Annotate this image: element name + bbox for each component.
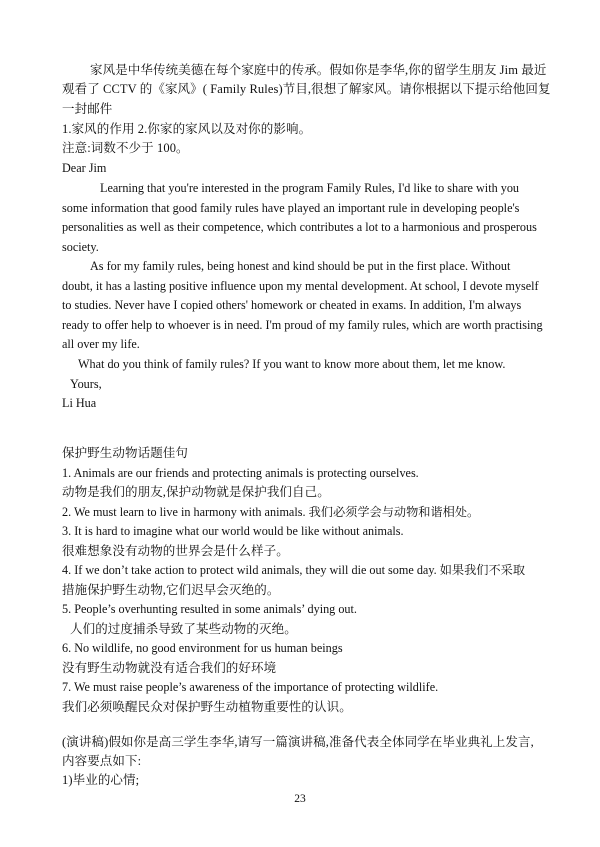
letter-paragraph-line: doubt, it has a lasting positive influence upon my mental development. At school, I devote myself xyxy=(62,279,539,293)
sentence-line: 6. No wildlife, no good environment for us human beings xyxy=(62,641,343,655)
sentence-line: 4. If we don’t take action to protect wild animals, they will die out some day. 如果我们不采取 xyxy=(62,563,526,577)
sentence-line: 5. People’s overhunting resulted in some animals’ dying out. xyxy=(62,602,357,616)
page-number: 23 xyxy=(294,793,306,805)
letter-paragraph-line: to studies. Never have I copied others' homework or cheated in exams. In addition, I'm always xyxy=(62,298,522,312)
letter-paragraph-line: As for my family rules, being honest and kind should be put in the first place. Without xyxy=(90,259,511,273)
prompt-line: 1)毕业的心情; xyxy=(62,773,140,787)
letter-paragraph-line: all over my life. xyxy=(62,337,140,351)
section-heading: 保护野生动物话题佳句 xyxy=(62,446,189,460)
letter-paragraph-line: personalities as well as their competence, which contributes a lot to a harmonious and prosperous xyxy=(62,220,537,234)
prompt-line: 内容要点如下: xyxy=(62,754,142,768)
prompt-line: 一封邮件 xyxy=(62,102,113,116)
sentence-line: 动物是我们的朋友,保护动物就是保护我们自己。 xyxy=(62,485,330,499)
sentence-line: 措施保护野生动物,它们迟早会灭绝的。 xyxy=(62,583,280,597)
prompt-line: (演讲稿)假如你是高三学生李华,请写一篇演讲稿,准备代表全体同学在毕业典礼上发言, xyxy=(62,735,534,749)
letter-signature: Li Hua xyxy=(62,396,97,410)
sentence-line: 2. We must learn to live in harmony with animals. 我们必须学会与动物和谐相处。 xyxy=(62,505,480,519)
prompt-line: 家风是中华传统美德在每个家庭中的传承。假如你是李华,你的留学生朋友 Jim 最近 xyxy=(90,63,547,77)
sentence-line: 1. Animals are our friends and protecting animals is protecting ourselves. xyxy=(62,466,419,480)
prompt-line: 观看了 CCTV 的《家风》( Family Rules)节目,很想了解家风。请你根据以下提示给他回复 xyxy=(62,82,551,96)
letter-closing: Yours, xyxy=(70,377,102,391)
sentence-line: 没有野生动物就没有适合我们的好环境 xyxy=(62,661,277,675)
sentence-line: 人们的过度捕杀导致了某些动物的灭绝。 xyxy=(70,622,297,636)
sentence-line: 7. We must raise people’s awareness of the importance of protecting wildlife. xyxy=(62,680,439,694)
sentence-line: 3. It is hard to imagine what our world would be like without animals. xyxy=(62,524,404,538)
prompt-line: 注意:词数不少于 100。 xyxy=(62,141,189,155)
letter-paragraph-line: Learning that you're interested in the program Family Rules, I'd like to share with you xyxy=(100,181,520,195)
sentence-line: 很难想象没有动物的世界会是什么样子。 xyxy=(62,544,289,558)
letter-paragraph-line: society. xyxy=(62,240,99,254)
letter-salutation: Dear Jim xyxy=(62,161,107,175)
letter-paragraph-line: What do you think of family rules? If you want to know more about them, let me know. xyxy=(78,357,506,371)
letter-paragraph-line: ready to offer help to whoever is in need. I'm proud of my family rules, which are worth practising xyxy=(62,318,543,332)
letter-paragraph-line: some information that good family rules have played an important rule in developing people's xyxy=(62,201,520,215)
sentence-line: 我们必须唤醒民众对保护野生动植物重要性的认识。 xyxy=(62,700,352,714)
prompt-line: 1.家风的作用 2.你家的家风以及对你的影响。 xyxy=(62,122,312,136)
